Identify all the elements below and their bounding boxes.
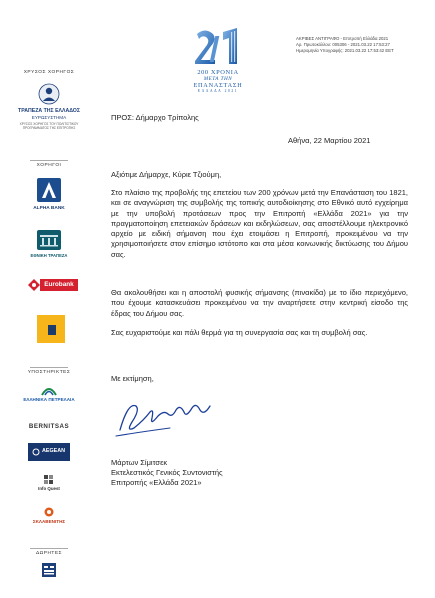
- supporter-caption: BERNITSAS: [28, 423, 70, 430]
- recipient-line: ΠΡΟΣ: Δήμαρχο Τρίπολης: [111, 113, 199, 122]
- sklavenitis-logo-icon: [44, 507, 54, 517]
- sponsor-caption: ALPHA BANK: [33, 206, 65, 211]
- signer-block: [111, 458, 223, 487]
- aegean-wordmark: AEGEAN: [42, 448, 66, 454]
- signer-organization: Επιτροπής «Ελλάδα 2021»: [111, 477, 202, 487]
- signer-title: Εκτελεστικός Γενικός Συντονιστής: [111, 467, 223, 477]
- donors-label: ΔΩΡΗΤΕΣ: [35, 551, 63, 556]
- eurobank-wordmark: Eurobank: [40, 279, 78, 291]
- meta-line: Ημερομηνία Υπογραφής: 2021.03.22 17:53:42 EET: [296, 48, 394, 53]
- body-paragraph: Θα ακολουθήσει και η αποστολή φυσικής σήμανσης (πινακίδα) με το ίδιο περιεχόμενο, που έχουμε κατασκευάσει προκειμένου να την αναρτήσετε στην κεντρική είσοδο της έδρας του Δήμου σας.: [111, 288, 408, 318]
- sponsors-label: ΧΟΡΗΓΟΙ: [36, 163, 62, 168]
- closing: Με εκτίμηση,: [111, 374, 154, 383]
- logo-title-2: ΕΠΑΝΑΣΤΑΣΗ: [193, 82, 243, 89]
- piraeus-bank-logo-icon: [37, 315, 65, 343]
- divider: [30, 160, 68, 161]
- eurobank-logo-icon: [28, 279, 40, 291]
- info-quest-logo-icon: [44, 475, 54, 484]
- document-metadata: [296, 36, 432, 54]
- supporter-caption: ΣΚΛΑΒΕΝΙΤΗΣ: [32, 519, 66, 524]
- sponsor-sidebar: [0, 0, 98, 598]
- aegean-logo: [28, 443, 70, 461]
- signer-name: Μάρτων Σίμιτσεκ: [111, 458, 168, 467]
- national-bank-logo-icon: [37, 230, 61, 250]
- gold-sponsor-name: ΤΡΑΠΕΖΑ ΤΗΣ ΕΛΛΑΔΟΣ: [18, 108, 80, 114]
- gold-sponsor-subtitle: ΕΥΡΩΣΥΣΤΗΜΑ: [31, 115, 67, 120]
- meta-line: ΑΚΡΙΒΕΣ ΑΝΤΙΓΡΑΦΟ - Επιτροπή Ελλάδα 2021: [296, 36, 389, 41]
- bank-of-greece-emblem-icon: [38, 82, 60, 106]
- gold-sponsor-label: ΧΡΥΣΟΣ ΧΟΡΗΓΟΣ: [23, 70, 75, 75]
- logo-tagline: ΕΛΛΑΔΑ 2021: [197, 89, 239, 93]
- logo-subtitle: ΜΕΤΑ ΤΗΝ: [203, 76, 233, 82]
- divider: [30, 367, 68, 368]
- body-paragraph: Στο πλαίσιο της προβολής της επετείου των 200 χρόνων μετά την Επανάσταση του 1821, και σε αναγνώριση της συμβολής της τοπικής αυτοδιοίκησης στο Εθνικό αυτό εγχείρημα με την υποβολή προτάσεων προς την Επιτροπή «Ελλάδα 2021» για την πραγματοποίηση επετειακών δράσεων και εκδηλώσεων, σας αποστέλλουμε ηλεκτρονικό αρχείο με ειδική σήμανση που έχει ετοιμάσει η Επιτροπή, προκειμένου να την χρησιμοποιήσετε στον επίσημο ιστότοπο και στα μέσα κοινωνικής δικτύωσης του Δήμου σας.: [111, 188, 408, 259]
- letter-date: Αθήνα, 22 Μαρτίου 2021: [288, 136, 371, 145]
- aegean-sun-icon: [31, 447, 41, 457]
- sponsor-caption: ΕΘΝΙΚΗ ΤΡΑΠΕΖΑ: [30, 253, 68, 258]
- gold-sponsor-note: ΧΡΥΣΟΣ ΧΟΡΗΓΟΣ ΤΟΥ ΠΟΛΙΤΙΣΤΙΚΟΥ ΠΡΟΓΡΑΜΜΑΤΟΣ ΤΗΣ ΕΠΙΤΡΟΠΗΣ: [19, 122, 79, 130]
- divider: [30, 548, 68, 549]
- supporter-caption: Info Quest: [38, 486, 60, 491]
- helpe-logo-icon: [41, 386, 57, 396]
- donor-logo-icon: [42, 563, 56, 577]
- alpha-bank-logo-icon: [37, 178, 61, 202]
- supporters-label: ΥΠΟΣΤΗΡΙΚΤΕΣ: [27, 370, 71, 375]
- meta-line: Αρ. Πρωτοκόλλου: 005306 - 2021.03.22 17:53:27: [296, 42, 390, 47]
- handwritten-signature-icon: [110, 392, 220, 442]
- greeting: Αξιότιμε Δήμαρχε, Κύριε Τζιούμη,: [111, 170, 222, 179]
- supporter-caption: ΕΛΛΗΝΙΚΑ ΠΕΤΡΕΛΑΙΑ: [23, 397, 75, 402]
- logo-title: 200 ΧΡΟΝΙΑ: [197, 69, 239, 76]
- body-paragraph: Σας ευχαριστούμε και πάλι θερμά για τη συνεργασία σας και τη συμβολή σας.: [111, 328, 368, 337]
